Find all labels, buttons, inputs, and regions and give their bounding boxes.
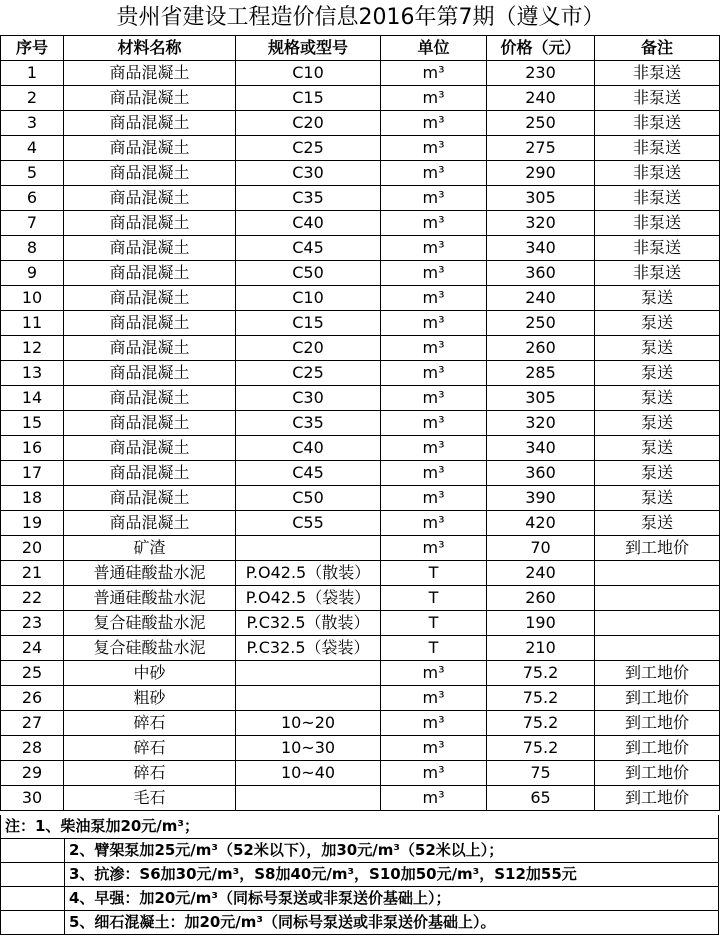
- cell-unit: m³: [381, 411, 487, 436]
- cell-spec: C10: [236, 286, 381, 311]
- cell-price: 340: [487, 236, 595, 261]
- cell-spec: 10~30: [236, 736, 381, 761]
- cell-spec: 10~20: [236, 711, 381, 736]
- cell-spec: C35: [236, 186, 381, 211]
- cell-material: 普通硅酸盐水泥: [64, 561, 236, 586]
- cell-remark: 非泵送: [595, 86, 720, 111]
- cell-index: 7: [1, 211, 64, 236]
- cell-material: 商品混凝土: [64, 361, 236, 386]
- cell-unit: m³: [381, 461, 487, 486]
- cell-index: 1: [1, 61, 64, 86]
- cell-remark: 到工地价: [595, 786, 720, 811]
- cell-unit: m³: [381, 761, 487, 786]
- cell-index: 19: [1, 511, 64, 536]
- cell-index: 18: [1, 486, 64, 511]
- table-row: [1, 636, 720, 661]
- cell-index: 13: [1, 361, 64, 386]
- cell-material: 中砂: [64, 661, 236, 686]
- cell-index: 9: [1, 261, 64, 286]
- table-row: [1, 236, 720, 261]
- cell-index: 23: [1, 611, 64, 636]
- cell-index: 12: [1, 336, 64, 361]
- cell-index: 16: [1, 436, 64, 461]
- cell-remark: 泵送: [595, 286, 720, 311]
- cell-remark: [595, 636, 720, 661]
- table-row: [1, 336, 720, 361]
- table-row: [1, 286, 720, 311]
- cell-price: 75.2: [487, 736, 595, 761]
- cell-spec: C45: [236, 236, 381, 261]
- cell-spec: C40: [236, 211, 381, 236]
- table-row: [1, 411, 720, 436]
- cell-material: 毛石: [64, 786, 236, 811]
- cell-material: 商品混凝土: [64, 61, 236, 86]
- cell-unit: m³: [381, 661, 487, 686]
- cell-unit: m³: [381, 361, 487, 386]
- table-row: [1, 61, 720, 86]
- cell-unit: T: [381, 611, 487, 636]
- cell-index: 21: [1, 561, 64, 586]
- cell-remark: [595, 611, 720, 636]
- cell-price: 240: [487, 86, 595, 111]
- header-material: 材料名称: [64, 36, 236, 61]
- cell-material: 矿渣: [64, 536, 236, 561]
- header-spec: 规格或型号: [236, 36, 381, 61]
- table-row: [1, 361, 720, 386]
- page-title: 贵州省建设工程造价信息2016年第7期（遵义市）: [116, 5, 605, 30]
- cell-spec: C25: [236, 136, 381, 161]
- cell-spec: P.C32.5（散装）: [236, 611, 381, 636]
- cell-unit: T: [381, 636, 487, 661]
- note-2: 2、臂架泵加25元/m³（52米以下），加30元/m³（52米以上）；: [64, 839, 719, 863]
- cell-price: 240: [487, 561, 595, 586]
- cell-index: 3: [1, 111, 64, 136]
- header-remark: 备注: [595, 36, 720, 61]
- cell-unit: m³: [381, 236, 487, 261]
- table-row: [1, 311, 720, 336]
- note-3: 3、抗渗：S6加30元/m³，S8加40元/m³，S10加50元/m³，S12加55元: [64, 863, 719, 887]
- table-row: [1, 86, 720, 111]
- cell-price: 305: [487, 386, 595, 411]
- cell-remark: 泵送: [595, 411, 720, 436]
- cell-price: 240: [487, 286, 595, 311]
- header-index: 序号: [1, 36, 64, 61]
- cell-index: 25: [1, 661, 64, 686]
- header-unit: 单位: [381, 36, 487, 61]
- cell-material: 复合硅酸盐水泥: [64, 611, 236, 636]
- cell-price: 320: [487, 211, 595, 236]
- cell-price: 210: [487, 636, 595, 661]
- cell-index: 10: [1, 286, 64, 311]
- cell-remark: 到工地价: [595, 686, 720, 711]
- cell-spec: [236, 786, 381, 811]
- cell-price: 65: [487, 786, 595, 811]
- cell-index: 17: [1, 461, 64, 486]
- cell-material: 碎石: [64, 736, 236, 761]
- cell-material: 商品混凝土: [64, 186, 236, 211]
- cell-price: 275: [487, 136, 595, 161]
- cell-price: 75.2: [487, 711, 595, 736]
- cell-unit: T: [381, 586, 487, 611]
- cell-index: 20: [1, 536, 64, 561]
- header-price: 价格（元）: [487, 36, 595, 61]
- cell-remark: 泵送: [595, 361, 720, 386]
- table-row: [1, 486, 720, 511]
- cell-remark: 非泵送: [595, 261, 720, 286]
- cell-remark: 泵送: [595, 386, 720, 411]
- cell-remark: 到工地价: [595, 736, 720, 761]
- cell-price: 260: [487, 586, 595, 611]
- cell-price: 230: [487, 61, 595, 86]
- cell-unit: m³: [381, 786, 487, 811]
- cell-remark: 泵送: [595, 511, 720, 536]
- cell-material: 商品混凝土: [64, 436, 236, 461]
- table-row: [1, 161, 720, 186]
- cell-index: 6: [1, 186, 64, 211]
- cell-unit: m³: [381, 161, 487, 186]
- cell-index: 22: [1, 586, 64, 611]
- cell-index: 15: [1, 411, 64, 436]
- cell-material: 商品混凝土: [64, 86, 236, 111]
- cell-index: 4: [1, 136, 64, 161]
- cell-spec: C40: [236, 436, 381, 461]
- cell-price: 260: [487, 336, 595, 361]
- note-5: 5、细石混凝土：加20元/m³（同标号泵送或非泵送价基础上）。: [64, 911, 719, 935]
- cell-material: 商品混凝土: [64, 111, 236, 136]
- cell-unit: m³: [381, 286, 487, 311]
- cell-unit: m³: [381, 211, 487, 236]
- cell-material: 商品混凝土: [64, 461, 236, 486]
- cell-material: 粗砂: [64, 686, 236, 711]
- table-row: [1, 536, 720, 561]
- cell-price: 320: [487, 411, 595, 436]
- cell-spec: P.O42.5（袋装）: [236, 586, 381, 611]
- table-row: [1, 686, 720, 711]
- cell-unit: m³: [381, 61, 487, 86]
- cell-unit: m³: [381, 186, 487, 211]
- cell-price: 290: [487, 161, 595, 186]
- cell-unit: m³: [381, 311, 487, 336]
- cell-remark: 泵送: [595, 336, 720, 361]
- cell-spec: 10~40: [236, 761, 381, 786]
- cell-material: 商品混凝土: [64, 136, 236, 161]
- cell-unit: m³: [381, 336, 487, 361]
- cell-price: 70: [487, 536, 595, 561]
- cell-material: 商品混凝土: [64, 311, 236, 336]
- cell-material: 碎石: [64, 761, 236, 786]
- table-row: [1, 736, 720, 761]
- cell-remark: 泵送: [595, 486, 720, 511]
- table-row: [1, 386, 720, 411]
- cell-price: 75.2: [487, 686, 595, 711]
- cell-spec: C25: [236, 361, 381, 386]
- cell-material: 普通硅酸盐水泥: [64, 586, 236, 611]
- cell-material: 商品混凝土: [64, 411, 236, 436]
- cell-index: 28: [1, 736, 64, 761]
- cell-spec: P.C32.5（袋装）: [236, 636, 381, 661]
- cell-price: 360: [487, 261, 595, 286]
- cell-index: 29: [1, 761, 64, 786]
- cell-spec: C45: [236, 461, 381, 486]
- cell-unit: m³: [381, 136, 487, 161]
- table-row: [1, 186, 720, 211]
- cell-unit: m³: [381, 711, 487, 736]
- cell-remark: 到工地价: [595, 761, 720, 786]
- cell-spec: [236, 686, 381, 711]
- cell-unit: m³: [381, 511, 487, 536]
- table-row: [1, 261, 720, 286]
- table-row: [1, 661, 720, 686]
- cell-price: 360: [487, 461, 595, 486]
- cell-remark: 非泵送: [595, 161, 720, 186]
- cell-price: 250: [487, 111, 595, 136]
- cell-remark: 泵送: [595, 461, 720, 486]
- cell-index: 24: [1, 636, 64, 661]
- notes-section: [0, 815, 719, 935]
- cell-spec: C10: [236, 61, 381, 86]
- cell-unit: m³: [381, 86, 487, 111]
- cell-spec: C50: [236, 261, 381, 286]
- cell-price: 75.2: [487, 661, 595, 686]
- table-row: [1, 586, 720, 611]
- cell-material: 商品混凝土: [64, 261, 236, 286]
- cell-remark: 到工地价: [595, 536, 720, 561]
- cell-remark: 非泵送: [595, 61, 720, 86]
- cell-spec: C15: [236, 311, 381, 336]
- cell-remark: 泵送: [595, 436, 720, 461]
- cell-index: 8: [1, 236, 64, 261]
- cell-unit: m³: [381, 111, 487, 136]
- cell-material: 商品混凝土: [64, 236, 236, 261]
- cell-material: 商品混凝土: [64, 486, 236, 511]
- cell-remark: 非泵送: [595, 236, 720, 261]
- table-row: [1, 611, 720, 636]
- cell-price: 390: [487, 486, 595, 511]
- cell-material: 碎石: [64, 711, 236, 736]
- cell-remark: 泵送: [595, 311, 720, 336]
- cell-price: 340: [487, 436, 595, 461]
- cell-unit: T: [381, 561, 487, 586]
- cell-index: 2: [1, 86, 64, 111]
- cell-index: 26: [1, 686, 64, 711]
- note-1: 注：1、柴油泵加20元/m³；: [0, 815, 719, 839]
- cell-material: 商品混凝土: [64, 511, 236, 536]
- cell-spec: [236, 661, 381, 686]
- cell-spec: C50: [236, 486, 381, 511]
- cell-spec: C15: [236, 86, 381, 111]
- table-row: [1, 436, 720, 461]
- cell-material: 商品混凝土: [64, 161, 236, 186]
- table-row: [1, 561, 720, 586]
- cell-spec: C20: [236, 336, 381, 361]
- cell-material: 商品混凝土: [64, 386, 236, 411]
- cell-unit: m³: [381, 686, 487, 711]
- cell-unit: m³: [381, 486, 487, 511]
- cell-price: 305: [487, 186, 595, 211]
- table-row: [1, 111, 720, 136]
- cell-remark: 到工地价: [595, 711, 720, 736]
- cell-index: 14: [1, 386, 64, 411]
- cell-index: 5: [1, 161, 64, 186]
- cell-material: 商品混凝土: [64, 286, 236, 311]
- cell-remark: [595, 561, 720, 586]
- cell-spec: C30: [236, 161, 381, 186]
- cell-unit: m³: [381, 386, 487, 411]
- cell-unit: m³: [381, 736, 487, 761]
- cell-remark: 非泵送: [595, 136, 720, 161]
- cell-price: 420: [487, 511, 595, 536]
- cell-unit: m³: [381, 536, 487, 561]
- cell-price: 190: [487, 611, 595, 636]
- cell-material: 商品混凝土: [64, 211, 236, 236]
- note-4: 4、早强：加20元/m³（同标号泵送或非泵送价基础上）；: [64, 887, 719, 911]
- cell-index: 27: [1, 711, 64, 736]
- cell-price: 250: [487, 311, 595, 336]
- cell-remark: [595, 586, 720, 611]
- cell-index: 11: [1, 311, 64, 336]
- cell-unit: m³: [381, 436, 487, 461]
- header-row: [1, 36, 720, 61]
- table-row: [1, 761, 720, 786]
- table-row: [1, 786, 720, 811]
- cell-spec: C30: [236, 386, 381, 411]
- table-row: [1, 461, 720, 486]
- cell-remark: 非泵送: [595, 111, 720, 136]
- cell-price: 285: [487, 361, 595, 386]
- cell-material: 复合硅酸盐水泥: [64, 636, 236, 661]
- cell-spec: [236, 536, 381, 561]
- table-row: [1, 136, 720, 161]
- cell-remark: 非泵送: [595, 186, 720, 211]
- cell-remark: 到工地价: [595, 661, 720, 686]
- cell-remark: 非泵送: [595, 211, 720, 236]
- cell-price: 75: [487, 761, 595, 786]
- cell-unit: m³: [381, 261, 487, 286]
- cell-material: 商品混凝土: [64, 336, 236, 361]
- cell-spec: C20: [236, 111, 381, 136]
- cell-spec: C55: [236, 511, 381, 536]
- price-table: [0, 35, 720, 811]
- table-row: [1, 711, 720, 736]
- cell-index: 30: [1, 786, 64, 811]
- table-row: [1, 511, 720, 536]
- cell-spec: C35: [236, 411, 381, 436]
- table-row: [1, 211, 720, 236]
- cell-spec: P.O42.5（散装）: [236, 561, 381, 586]
